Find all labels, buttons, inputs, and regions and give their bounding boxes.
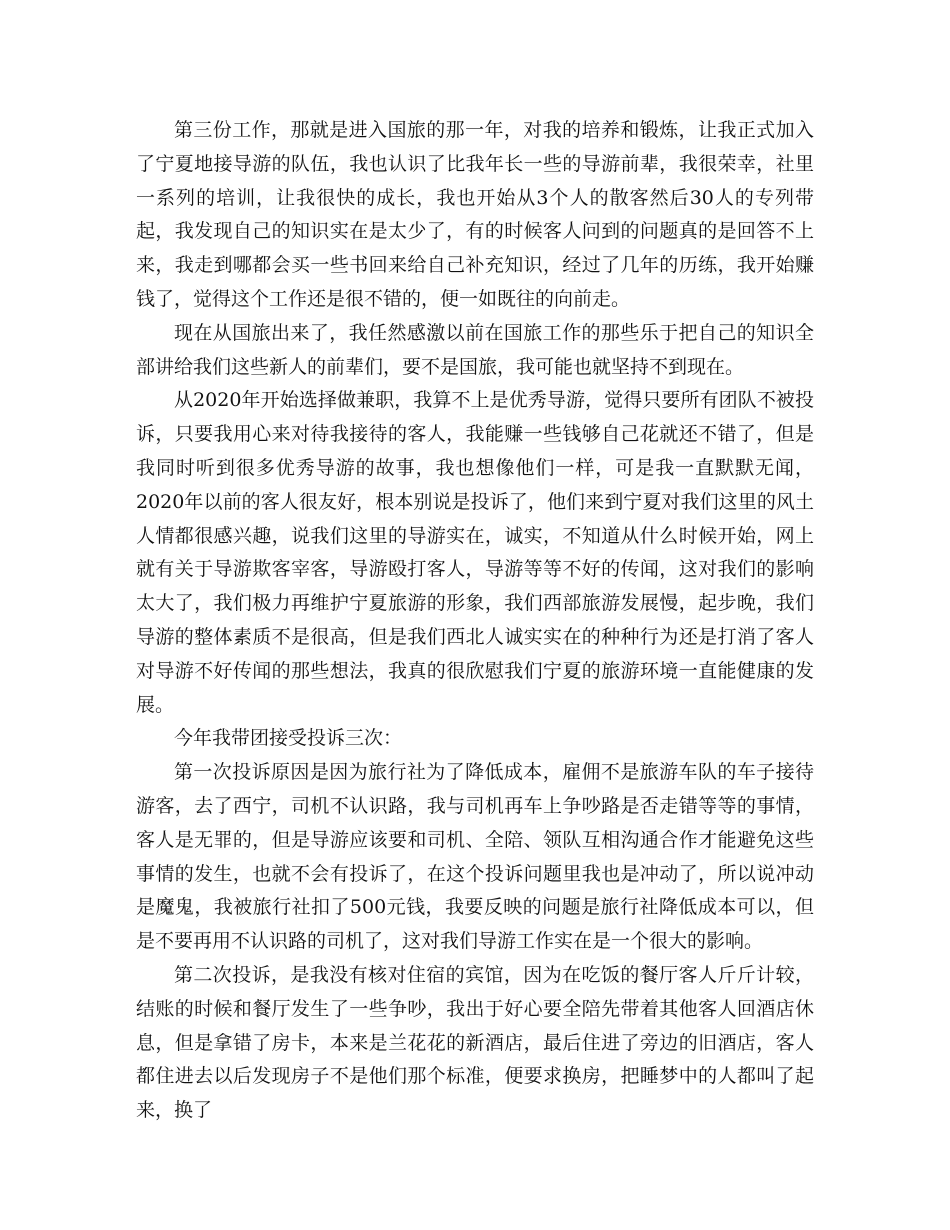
paragraph-6: 第二次投诉，是我没有核对住宿的宾馆，因为在吃饭的餐厅客人斤斤计较，结账的时候和餐厅发生了一些争吵，我出于好心要全陪先带着其他客人回酒店休息，但是拿错了房卡，本来是兰花花的新酒店，最后住进了旁边的旧酒店，客人都住进去以后发现房子不是他们那个标准，便要求换房，把睡梦中的人都叫了起来，换了 [136,963,814,1122]
paragraph-2: 现在从国旅出来了，我任然感激以前在国旅工作的那些乐于把自己的知识全部讲给我们这些新人的前辈们，要不是国旅，我可能也就坚持不到现在。 [136,321,814,378]
paragraph-4: 今年我带团接受投诉三次： [174,727,403,750]
paragraph-1: 第三份工作，那就是进入国旅的那一年，对我的培养和锻炼，让我正式加入了宁夏地接导游的队伍，我也认识了比我年长一些的导游前辈，我很荣幸，社里一系列的培训，让我很快的成长，我也开始从3个人的散客然后30人的专列带起，我发现自己的知识实在是太少了，有的时候客人问到的问题真的是回答不上来，我走到哪都会买一些书回来给自己补充知识，经过了几年的历练，我开始赚钱了，觉得这个工作还是很不错的，便一如既往的向前走。 [136,119,814,310]
paragraph-3: 从2020年开始选择做兼职，我算不上是优秀导游，觉得只要所有团队不被投诉，只要我用心来对待我接待的客人，我能赚一些钱够自己花就还不错了，但是我同时听到很多优秀导游的故事，我也想像他们一样，可是我一直默默无闻，2020年以前的客人很友好，根本别说是投诉了，他们来到宁夏对我们这里的风土人情都很感兴趣，说我们这里的导游实在，诚实，不知道从什么时候开始，网上就有关于导游欺客宰客，导游殴打客人，导游等等不好的传闻，这对我们的影响太大了，我们极力再维护宁夏旅游的形象，我们西部旅游发展慢，起步晚，我们导游的整体素质不是很高，但是我们西北人诚实实在的种种行为还是打消了客人对导游不好传闻的那些想法，我真的很欣慰我们宁夏的旅游环境一直能健康的发展。 [136,389,814,716]
paragraph-5: 第一次投诉原因是因为旅行社为了降低成本，雇佣不是旅游车队的车子接待游客，去了西宁，司机不认识路，我与司机再车上争吵路是否走错等等的事情，客人是无罪的，但是导游应该要和司机、全陪、领队互相沟通合作才能避免这些事情的发生，也就不会有投诉了，在这个投诉问题里我也是冲动了，所以说冲动是魔鬼，我被旅行社扣了500元钱，我要反映的问题是旅行社降低成本可以，但是不要再用不认识路的司机了，这对我们导游工作实在是一个很大的影响。 [136,761,814,953]
